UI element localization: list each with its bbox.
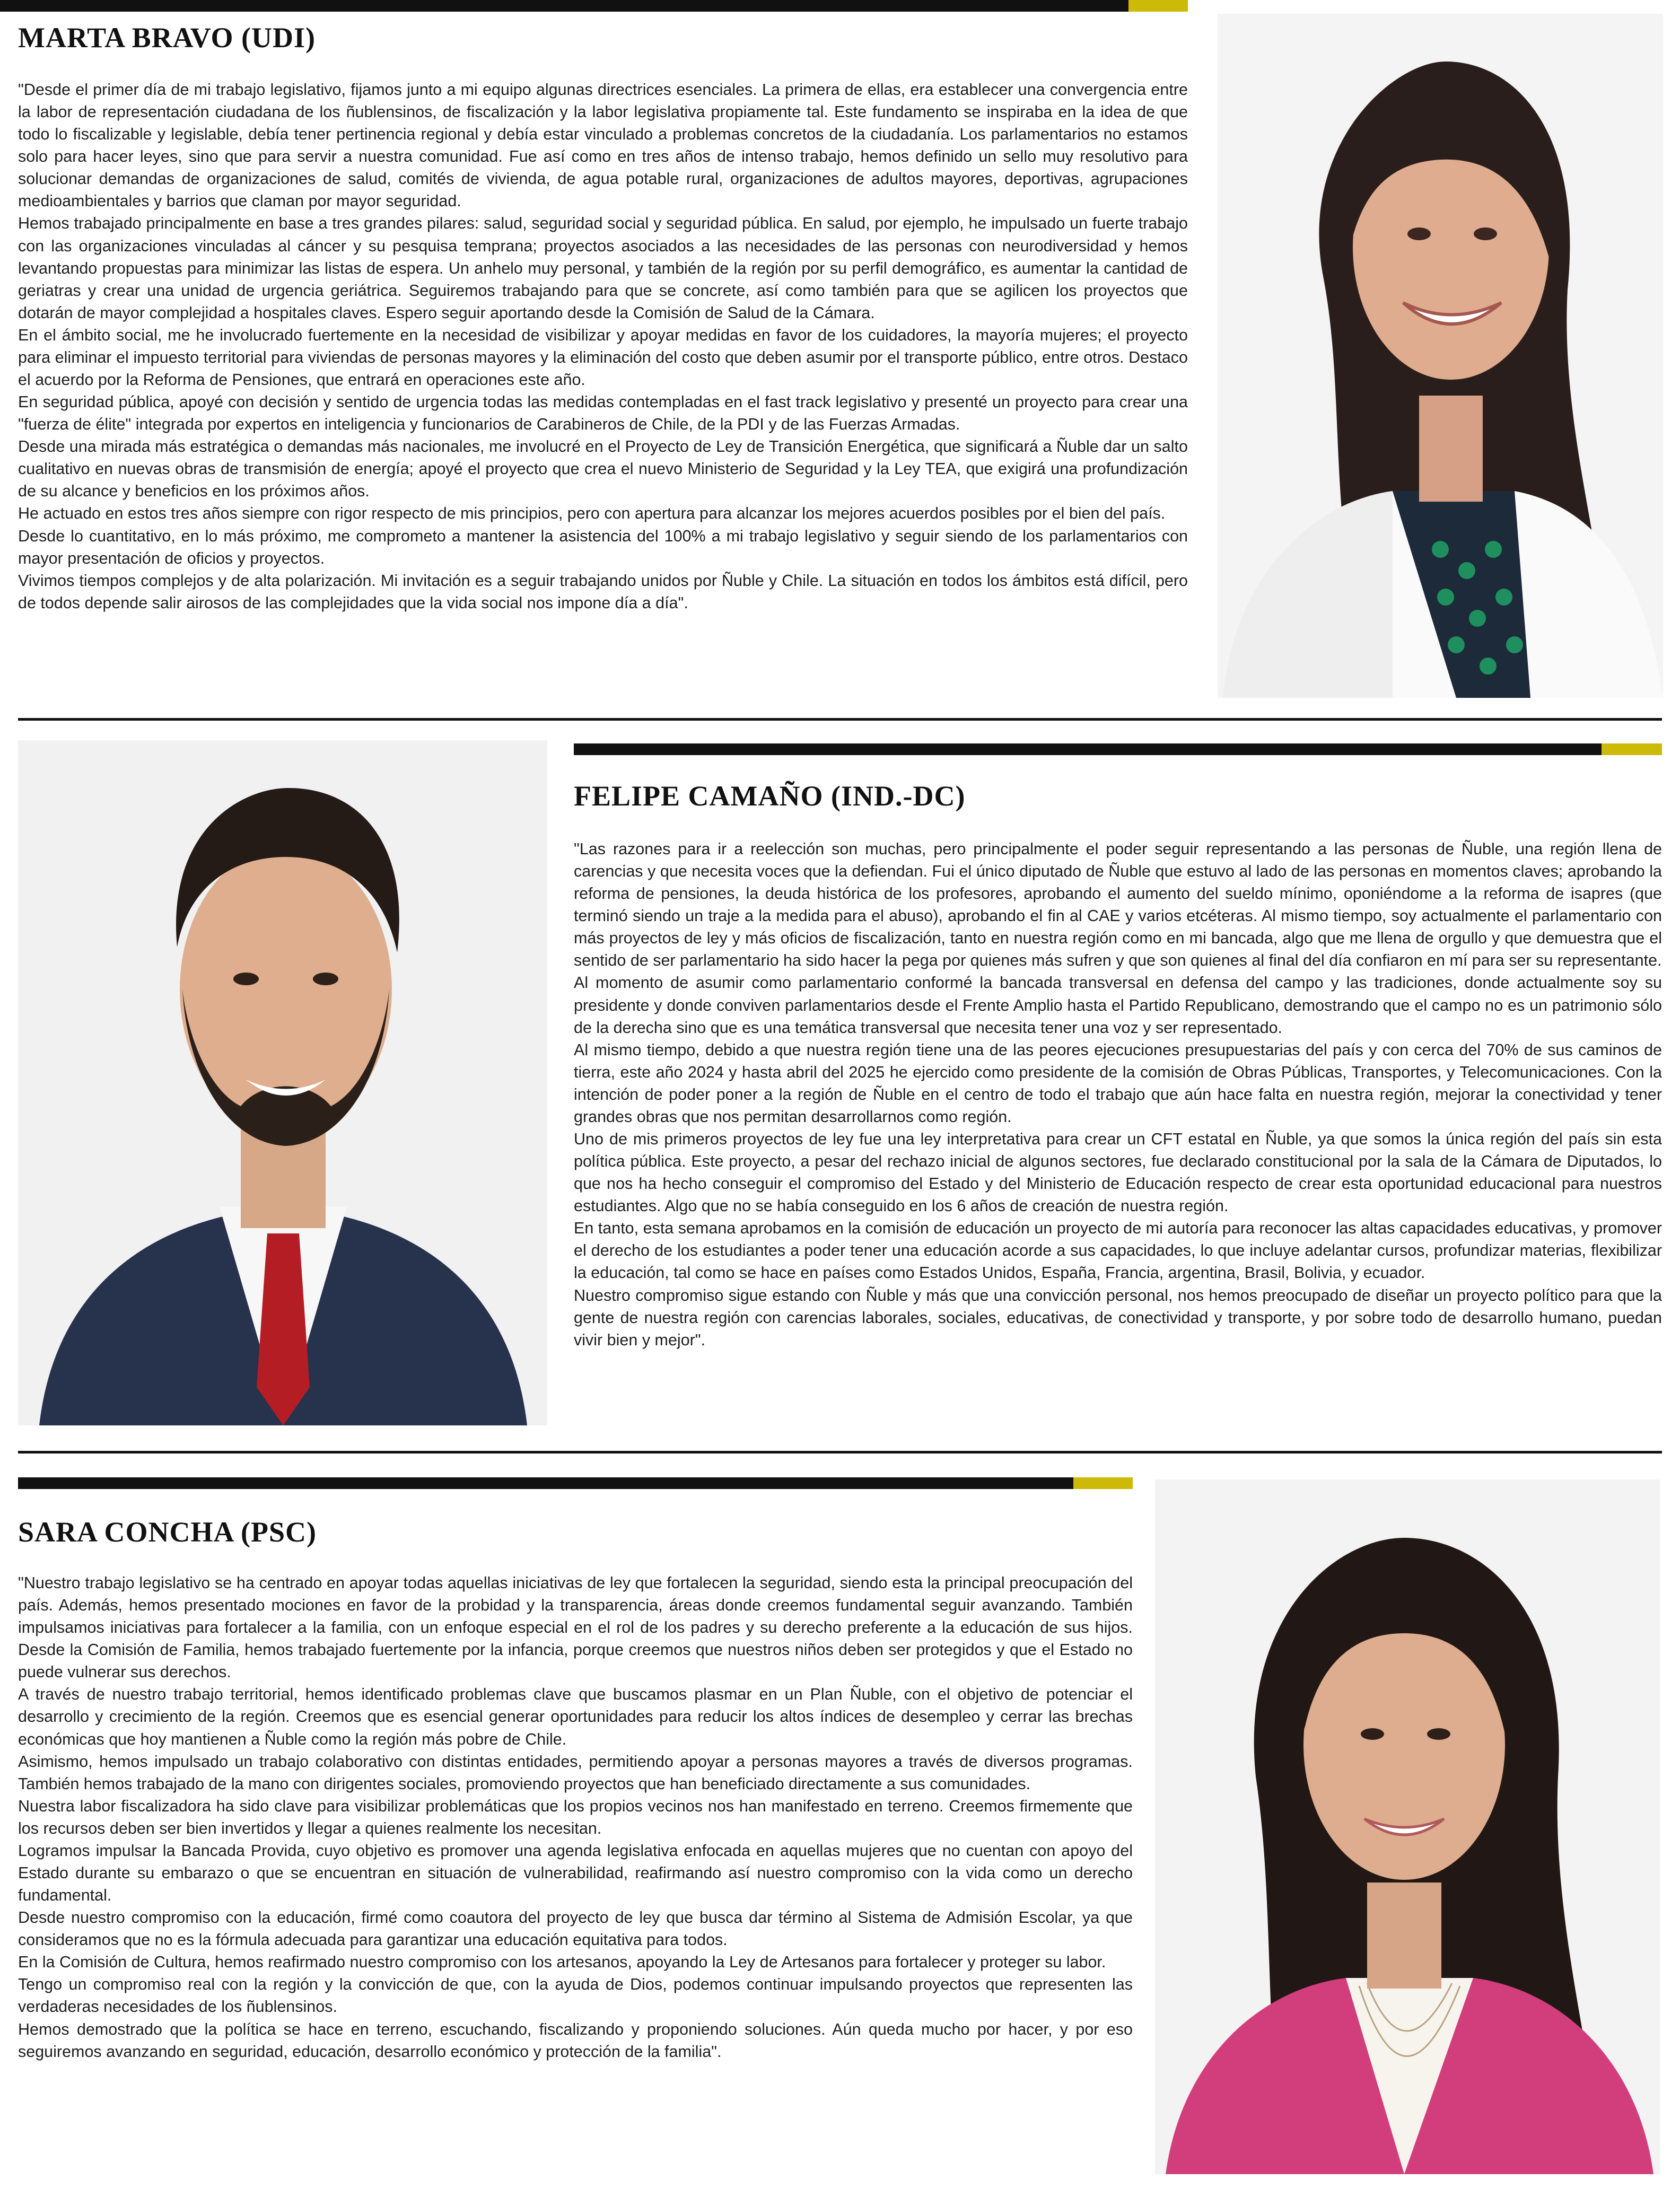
article-marta-bravo [18,78,1188,614]
section-bar-felipe-camano [574,743,1662,755]
paragraph: En el ámbito social, me he involucrado fuertemente en la necesidad de visibilizar y apoyar medidas en favor de los cuidadores, la mayoría mujeres; el proyecto para eliminar el impuesto territorial para viviendas de personas mayores y la eliminación del costo que deben asumir por el transporte público, entre otros. Destaco el acuerdo por la Reforma de Pensiones, que entrará en operaciones este año. [18,326,1188,389]
paragraph: Al mismo tiempo, debido a que nuestra región tiene una de las peores ejecuciones presupuestarias del país y con cerca del 70% de sus caminos de tierra, este año 2024 y hasta abril del 2025 he ejercido como presidente de la comisión de Obras Públicas, Transportes, y Telecomunicaciones. Con la intención de poder poner a la región de Ñuble en el centro de todo el trabajo que aún hace falta en nuestra región, mejorar la conectividad y tener grandes obras que nos permitan desarrollarnos como región. [574,1040,1662,1126]
section-divider [18,718,1662,721]
paragraph: Hemos trabajado principalmente en base a tres grandes pilares: salud, seguridad social y seguridad pública. En salud, por ejemplo, he impulsado un fuerte trabajo con las organizaciones vinculadas al cáncer y su pesquisa temprana; proyectos asociados a las necesidades de las personas con neurodiversidad y hemos levantando propuestas para minimizar las listas de espera. Un anhelo muy personal, y también de la región por su perfil demográfico, es aumentar la cantidad de geriatras y crear una unidad de urgencia geriátrica. Seguiremos trabajando para que se concrete, así como también para que se agilicen los proyectos que dotarán de mayor complejidad a hospitales claves. Espero seguir aportando desde la Comisión de Salud de la Cámara. [18,214,1188,322]
section-bar-marta-bravo [0,0,1188,12]
paragraph: Logramos impulsar la Bancada Provida, cuyo objetivo es promover una agenda legislativa enfocada en aquellas mujeres que no cuentan con apoyo del Estado durante su embarazo o que se encuentran en situación de vulnerabilidad, reafirmando así nuestro compromiso con la vida como un derecho fundamental. [18,1841,1133,1905]
bar-accent [1073,1477,1133,1489]
heading-sara-concha: SARA CONCHA (PSC) [18,1516,317,1548]
portrait-sara-concha [1155,1479,1660,2174]
paragraph: En la Comisión de Cultura, hemos reafirmado nuestro compromiso con los artesanos, apoyando la Ley de Artesanos para fortalecer y proteger su labor. [18,1953,1106,1972]
bar-accent [1602,743,1662,755]
paragraph: "Desde el primer día de mi trabajo legislativo, fijamos junto a mi equipo algunas directrices esenciales. La primera de ellas, era establecer una convergencia entre la labor de representación ciudadana de los ñublensinos, de fiscalización y la labor legislativa propiamente tal. Este fundamento se inspiraba en la idea de que todo lo fiscalizable y legislable, debía tener pertinencia regional y debía estar vinculado a problemas concretos de la ciudadanía. Los parlamentarios no estamos solo para hacer leyes, sino que para servir a nuestra comunidad. Fue así como en tres años de intenso trabajo, hemos definido un sello muy resolutivo para solucionar demandas de organizaciones de salud, comités de vivienda, de agua potable rural, organizaciones de adultos mayores, deportivas, agrupaciones medioambientales y barrios que claman por mayor seguridad. [18,81,1188,211]
section-bar-sara-concha [18,1477,1133,1489]
paragraph: Al momento de asumir como parlamentario conformé la bancada transversal en defensa del campo y las tradiciones, donde actualmente soy su presidente y donde conviven parlamentarios desde el Frente Amplio hasta el Partido Republicano, demostrando que el campo no es un patrimonio sólo de la derecha sino que es una temática transversal que necesita tener una voz y ser representado. [574,974,1662,1037]
article-sara-concha [18,1572,1133,2063]
paragraph: Hemos demostrado que la política se hace en terreno, escuchando, fiscalizando y proponiendo soluciones. Aún queda mucho por hacer, y por eso seguiremos avanzando en seguridad, educación, desarrollo económico y protección de la familia". [18,2020,1133,2061]
heading-marta-bravo: MARTA BRAVO (UDI) [18,22,316,54]
paragraph: Nuestra labor fiscalizadora ha sido clave para visibilizar problemáticas que los propios vecinos nos han manifestado en terreno. Creemos firmemente que los recursos deben ser bien invertidos y llegar a quienes realmente los necesitan. [18,1797,1133,1837]
paragraph: En seguridad pública, apoyé con decisión y sentido de urgencia todas las medidas contempladas en el fast track legislativo y presenté un proyecto para crear una "fuerza de élite" integrada por expertos en inteligencia y funcionarios de Carabineros de Chile, de la PDI y de las Fuerzas Armadas. [18,393,1188,434]
paragraph: "Las razones para ir a reelección son muchas, pero principalmente el poder seguir representando a las personas de Ñuble, una región llena de carencias y que necesita voces que la defiendan. Fui el único diputado de Ñuble que estuvo al lado de las personas en momentos claves; aprobando la reforma de pensiones, la deuda histórica de los profesores, aprobando el aumento del sueldo mínimo, oponiéndome a la reforma de isapres (que terminó siendo un traje a la medida para el abuso), aprobando el fin al CAE y varios etcéteras. Al mismo tiempo, soy actualmente el parlamentario con más proyectos de ley y más oficios de fiscalización, tanto en nuestra región como en mi bancada, algo que me llena de orgullo y que demuestra que el sentido de ser parlamentario ha sido hacer la pega por quienes más sufren y que son quienes al final del día confiaron en mí para ser su representante. [574,840,1662,970]
paragraph: Uno de mis primeros proyectos de ley fue una ley interpretativa para crear un CFT estatal en Ñuble, ya que somos la única región del país sin esta política pública. Este proyecto, a pesar del rechazo inicial de algunos sectores, fue declarado constitucional por la sala de la Cámara de Diputados, lo que nos ha hecho conseguir el compromiso del Estado y del Ministerio de Educación respecto de crear esta oportunidad educacional para nuestros estudiantes. Algo que no se había conseguido en los 6 años de creación de nuestra región. [574,1130,1662,1215]
bar-accent [1128,0,1188,12]
paragraph: Vivimos tiempos complejos y de alta polarización. Mi invitación es a seguir trabajando unidos por Ñuble y Chile. La situación en todos los ámbitos está difícil, pero de todos depende salir airosos de las complejidades que la vida social nos impone día a día". [18,571,1188,612]
paragraph: A través de nuestro trabajo territorial, hemos identificado problemas clave que buscamos plasmar en un Plan Ñuble, con el objetivo de potenciar el desarrollo y crecimiento de la región. Creemos que es esencial generar oportunidades para reducir los altos índices de desempleo y cerrar las brechas económicas que hoy mantienen a Ñuble como la región más pobre de Chile. [18,1685,1133,1748]
portrait-marta-bravo [1218,14,1663,698]
paragraph: Desde lo cuantitativo, en lo más próximo, me comprometo a mantener la asistencia del 100% a mi trabajo legislativo y seguir siendo de los parlamentarios con mayor presentación de oficios y proyectos. [18,527,1188,567]
paragraph: Desde nuestro compromiso con la educación, firmé como coautora del proyecto de ley que busca dar término al Sistema de Admisión Escolar, ya que consideramos que no es la fórmula adecuada para garantizar una educación equitativa para todos. [18,1908,1133,1949]
paragraph: "Nuestro trabajo legislativo se ha centrado en apoyar todas aquellas iniciativas de ley que fortalecen la seguridad, siendo esta la principal preocupación del país. Además, hemos presentado mociones en favor de la probidad y la transparencia, áreas donde creemos fundamental seguir avanzando. También impulsamos iniciativas para fortalecer a la familia, con un enfoque especial en el rol de los padres y su derecho preferente a la educación de sus hijos. Desde la Comisión de Familia, hemos trabajado fuertemente por la infancia, porque creemos que nuestros niños deben ser protegidos y que el Estado no puede vulnerar sus derechos. [18,1574,1133,1682]
article-felipe-camano [574,838,1662,1351]
section-divider [18,1451,1662,1454]
heading-felipe-camano: FELIPE CAMAÑO (IND.-DC) [574,780,966,812]
paragraph: Desde una mirada más estratégica o demandas más nacionales, me involucré en el Proyecto de Ley de Transición Energética, que significará a Ñuble dar un salto cualitativo en nuevas obras de transmisión de energía; apoyé el proyecto que crea el nuevo Ministerio de Seguridad y la Ley TEA, que exigirá una profundización de su alcance y beneficios en los próximos años. [18,437,1188,501]
paragraph: Nuestro compromiso sigue estando con Ñuble y más que una convicción personal, nos hemos preocupado de diseñar un proyecto político para que la gente de nuestra región con carencias laborales, sociales, educativas, de conectividad y transporte, y por sobre todo de desarrollo humano, puedan vivir bien y mejor". [574,1286,1662,1349]
portrait-felipe-camano [18,740,547,1425]
paragraph: Asimismo, hemos impulsado un trabajo colaborativo con distintas entidades, permitiendo apoyar a personas mayores a través de diversos programas. También hemos trabajado de la mano con dirigentes sociales, promoviendo proyectos que han beneficiado directamente a sus comunidades. [18,1752,1133,1793]
paragraph: Tengo un compromiso real con la región y la convicción de que, con la ayuda de Dios, podemos continuar impulsando proyectos que representen las verdaderas necesidades de los ñublensinos. [18,1975,1133,2016]
paragraph: He actuado en estos tres años siempre con rigor respecto de mis principios, pero con apertura para alcanzar los mejores acuerdos posibles por el bien del país. [18,504,1166,523]
paragraph: En tanto, esta semana aprobamos en la comisión de educación un proyecto de mi autoría para reconocer las altas capacidades educativas, y promover el derecho de los estudiantes a poder tener una educación acorde a sus capacidades, lo que incluye adelantar cursos, profundizar materias, flexibilizar la educación, tal como se hace en países como Estados Unidos, España, Francia, argentina, Brasil, Bolivia, y ecuador. [574,1219,1662,1282]
